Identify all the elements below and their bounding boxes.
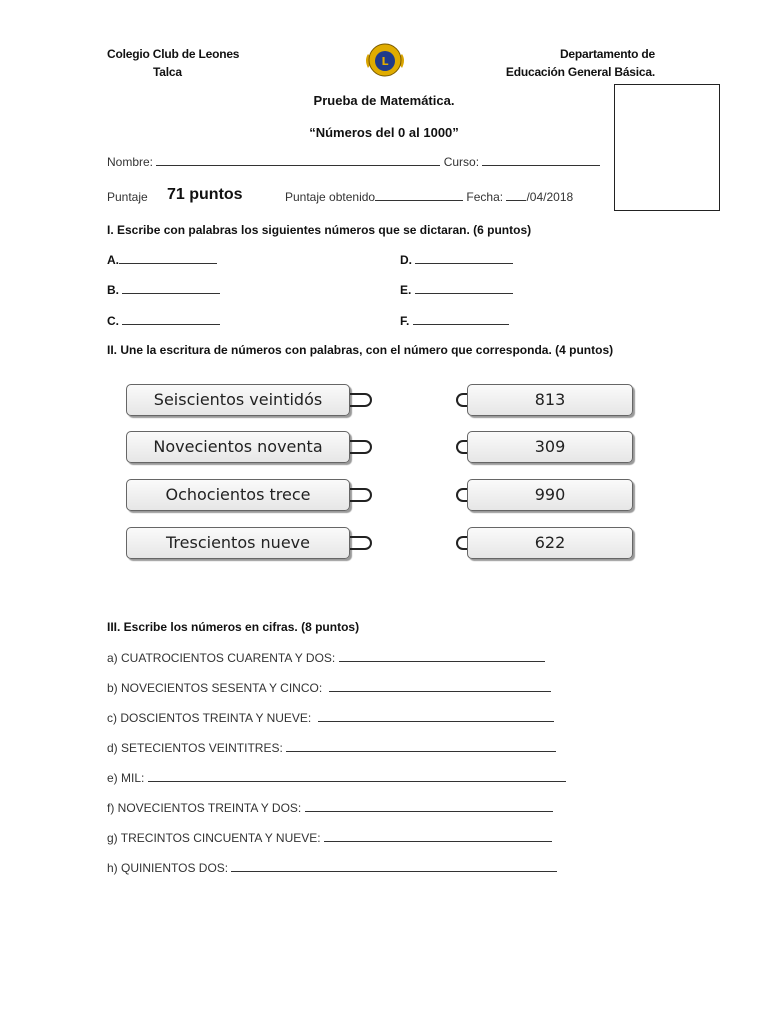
connector-hook-icon <box>350 488 372 502</box>
section1-item-b: B. <box>107 283 220 297</box>
section2-title: II. Une la escritura de números con palabras, con el número que corresponda. (4 puntos) <box>107 343 614 357</box>
word-card-3[interactable]: Ochocientos trece <box>126 479 350 511</box>
answer-line-e[interactable] <box>415 283 513 294</box>
digits-line-a[interactable] <box>339 651 545 662</box>
number-card-2[interactable]: 309 <box>467 431 633 463</box>
section3-item-a: a) CUATROCIENTOS CUARENTA Y DOS: <box>107 651 545 665</box>
number-card-3[interactable]: 990 <box>467 479 633 511</box>
score-value: 71 puntos <box>167 186 243 203</box>
section3-item-f: f) NOVECIENTOS TREINTA Y DOS: <box>107 801 553 815</box>
digits-line-c[interactable] <box>318 711 554 722</box>
lions-logo-icon <box>362 40 408 85</box>
section1-item-d: D. <box>400 253 513 267</box>
digits-line-d[interactable] <box>286 741 556 752</box>
digits-line-f[interactable] <box>305 801 553 812</box>
score-obtained-label: Puntaje obtenido <box>285 190 376 204</box>
name-field[interactable] <box>156 155 440 166</box>
date-day-field[interactable] <box>506 190 526 201</box>
section3-item-h: h) QUINIENTOS DOS: <box>107 861 557 875</box>
score-obtained-row <box>285 190 573 204</box>
course-label: Curso: <box>443 155 480 169</box>
svg-text:L: L <box>381 55 389 68</box>
digits-line-h[interactable] <box>231 861 557 872</box>
number-card-4[interactable]: 622 <box>467 527 633 559</box>
score-label: Puntaje <box>107 190 148 204</box>
answer-line-f[interactable] <box>413 314 509 325</box>
answer-line-b[interactable] <box>122 283 220 294</box>
answer-line-a[interactable] <box>119 253 217 264</box>
digits-line-g[interactable] <box>324 831 552 842</box>
name-row <box>107 155 600 169</box>
section3-item-c: c) DOSCIENTOS TREINTA Y NUEVE: <box>107 711 554 725</box>
page-title: Prueba de Matemática. <box>313 93 455 108</box>
school-name: Colegio Club de Leones <box>107 47 240 61</box>
word-card-1[interactable]: Seiscientos veintidós <box>126 384 350 416</box>
connector-hook-icon <box>350 440 372 454</box>
score-obtained-field[interactable] <box>375 190 463 201</box>
section3-title: III. Escribe los números en cifras. (8 puntos) <box>107 620 360 634</box>
digits-line-b[interactable] <box>329 681 551 692</box>
number-card-1[interactable]: 813 <box>467 384 633 416</box>
section3-item-g: g) TRECINTOS CINCUENTA Y NUEVE: <box>107 831 552 845</box>
department-name: Departamento de <box>559 47 655 61</box>
school-city: Talca <box>153 65 182 79</box>
date-label: Fecha: <box>466 190 504 204</box>
word-card-4[interactable]: Trescientos nueve <box>126 527 350 559</box>
answer-line-c[interactable] <box>122 314 220 325</box>
word-card-2[interactable]: Novecientos noventa <box>126 431 350 463</box>
page-subtitle: “Números del 0 al 1000” <box>309 125 459 140</box>
section1-item-e: E. <box>400 283 513 297</box>
answer-line-d[interactable] <box>415 253 513 264</box>
course-field[interactable] <box>482 155 600 166</box>
connector-hook-icon <box>350 393 372 407</box>
section1-item-a: A. <box>107 253 217 267</box>
section1-item-f: F. <box>400 314 509 328</box>
digits-line-e[interactable] <box>148 771 566 782</box>
connector-hook-icon <box>350 536 372 550</box>
department-subname: Educación General Básica. <box>505 65 655 79</box>
section3-item-e: e) MIL: <box>107 771 566 785</box>
name-label: Nombre: <box>107 155 154 169</box>
section1-title: I. Escribe con palabras los siguientes números que se dictaran. (6 puntos) <box>107 223 532 237</box>
section3-item-b: b) NOVECIENTOS SESENTA Y CINCO: <box>107 681 551 695</box>
date-value: /04/2018 <box>526 190 574 204</box>
section3-item-d: d) SETECIENTOS VEINTITRES: <box>107 741 556 755</box>
section1-item-c: C. <box>107 314 220 328</box>
